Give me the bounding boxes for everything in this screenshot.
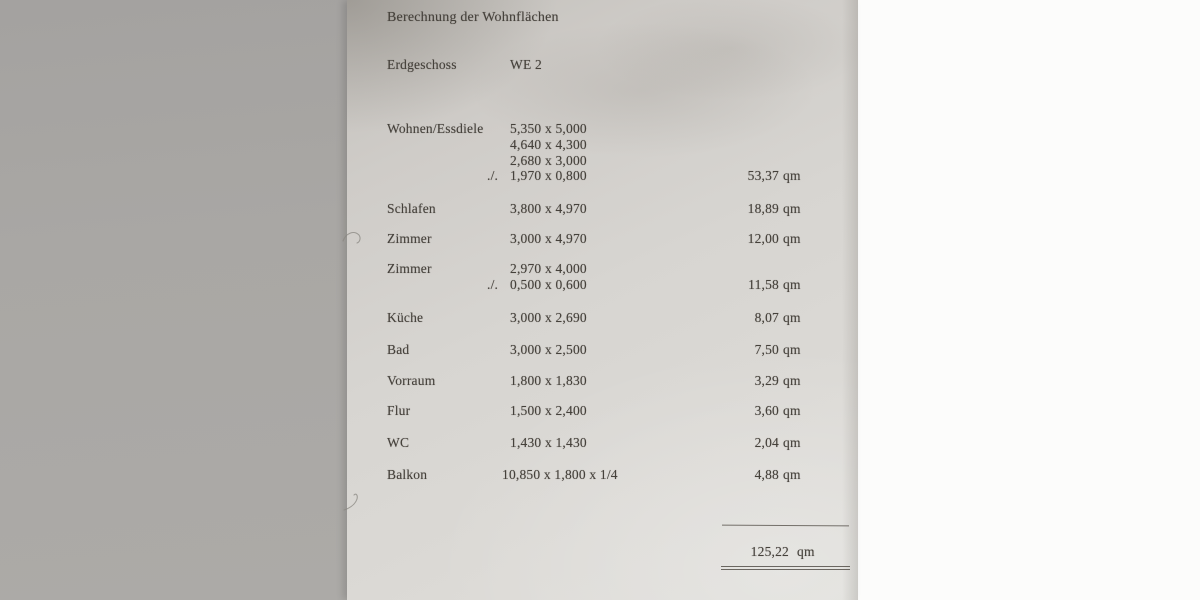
dimension-line: 4,640 x 4,300: [510, 136, 587, 152]
document-paper: [347, 0, 858, 600]
area-value: 4,88: [754, 466, 779, 482]
room-label: Vorraum: [387, 373, 436, 389]
area-value: 53,37: [747, 168, 779, 184]
area-unit: qm: [783, 277, 801, 293]
dimension-lines: [510, 342, 858, 358]
area-unit: qm: [783, 403, 801, 419]
dimension-line: 3,000 x 4,970: [510, 230, 587, 246]
dimension-line: 1,800 x 1,830: [510, 373, 587, 389]
area-value: 12,00: [747, 230, 779, 246]
dimension-line: ./. 1,970 x 0,800: [487, 168, 587, 184]
area-unit: qm: [783, 230, 801, 246]
document-subheader: [347, 57, 858, 73]
table-row: [347, 373, 858, 389]
dimension-line: 10,850 x 1,800 x 1/4: [502, 466, 618, 482]
area-unit: qm: [783, 310, 801, 326]
dimension-lines: [510, 403, 858, 419]
area-value: 2,04: [754, 435, 779, 451]
sum-rule-double-1: [721, 566, 850, 567]
area-value: 3,60: [754, 403, 779, 419]
room-table: [347, 121, 858, 483]
area-unit: qm: [783, 168, 801, 184]
dimension-lines: [487, 261, 858, 293]
room-label: Schlafen: [387, 201, 436, 217]
table-row: [347, 231, 858, 247]
deduction-symbol: ./.: [487, 277, 499, 293]
total-row: [347, 544, 858, 560]
dimension-line: 3,000 x 2,500: [510, 342, 587, 358]
area-value: 3,29: [754, 373, 779, 389]
area-value: 8,07: [754, 310, 779, 326]
dimension-line: 1,430 x 1,430: [510, 435, 587, 451]
area-value: 11,58: [748, 277, 779, 293]
room-label: Zimmer: [387, 230, 432, 246]
total-value: 125,22: [750, 544, 789, 559]
table-row: [347, 435, 858, 451]
sum-rule-top: [722, 525, 849, 527]
sum-rule-double-2: [721, 569, 850, 570]
deduction-symbol: ./.: [487, 168, 499, 184]
unit-label: WE 2: [510, 57, 542, 72]
room-label: WC: [387, 435, 410, 451]
table-row: [347, 121, 858, 184]
scan-background-left: [0, 0, 347, 600]
document-title: Berechnung der Wohnflächen: [387, 10, 559, 25]
room-label: Flur: [387, 403, 411, 419]
dimension-lines: [510, 373, 858, 389]
dimension-line: 3,800 x 4,970: [510, 201, 587, 217]
dimension-lines: [510, 231, 858, 247]
dimension-line: 3,000 x 2,690: [510, 310, 587, 326]
table-row: [347, 261, 858, 293]
dimension-lines: [502, 467, 858, 483]
room-label: Bad: [387, 342, 410, 358]
dimension-lines: [510, 310, 858, 326]
table-row: [347, 403, 858, 419]
total-unit: qm: [797, 544, 815, 559]
table-row: [347, 310, 858, 326]
area-unit: qm: [783, 373, 801, 389]
dimension-lines: [487, 121, 858, 184]
room-label: Zimmer: [387, 261, 432, 277]
dimension-line: 2,680 x 3,000: [510, 152, 587, 168]
table-row: [347, 467, 858, 483]
area-value: 7,50: [754, 342, 779, 358]
floor-label: Erdgeschoss: [387, 57, 457, 72]
area-unit: qm: [783, 435, 801, 451]
area-unit: qm: [783, 342, 801, 358]
dimension-line: 1,500 x 2,400: [510, 403, 587, 419]
dimension-lines: [510, 435, 858, 451]
area-unit: qm: [783, 466, 801, 482]
area-value: 18,89: [747, 201, 779, 217]
dimension-line: 5,350 x 5,000: [510, 121, 587, 136]
room-label: Küche: [387, 310, 424, 326]
room-label: Balkon: [387, 466, 428, 482]
dimension-line: 2,970 x 4,000: [510, 261, 587, 277]
dimension-lines: [510, 201, 858, 217]
scan-background-right: [858, 0, 1200, 600]
table-row: [347, 201, 858, 217]
pen-mark-bottom-icon: [343, 490, 365, 514]
area-unit: qm: [783, 201, 801, 217]
dimension-line: ./. 0,500 x 0,600: [487, 277, 587, 293]
table-row: [347, 342, 858, 358]
room-label: Wohnen/Essdiele: [387, 121, 484, 136]
